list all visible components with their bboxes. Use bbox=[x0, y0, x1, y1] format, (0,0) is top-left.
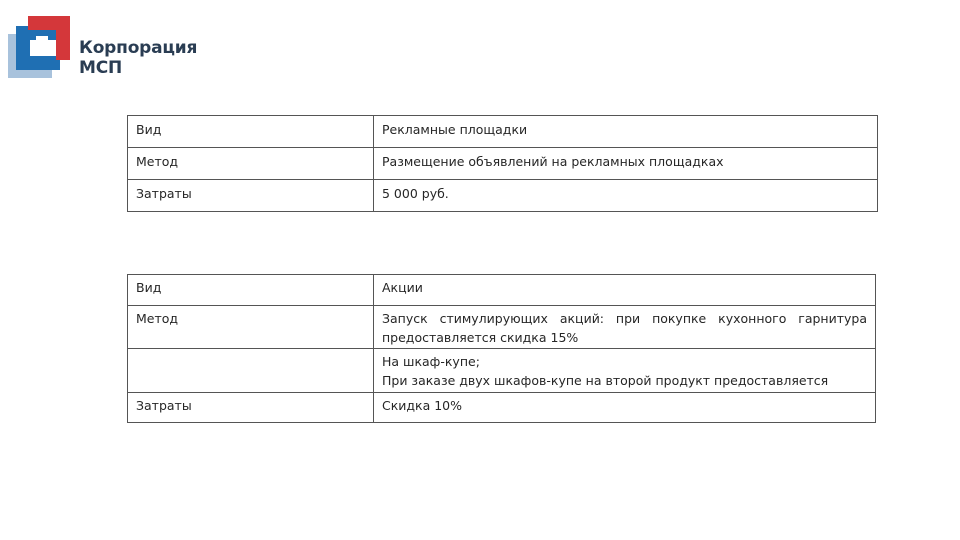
row-label: Метод bbox=[128, 148, 374, 180]
row-value: Акции bbox=[374, 275, 876, 306]
row-value: 5 000 руб. bbox=[374, 180, 878, 212]
row-value: Рекламные площадки bbox=[374, 116, 878, 148]
advertising-table bbox=[127, 115, 878, 212]
row-label: Затраты bbox=[128, 393, 374, 423]
row-label: Затраты bbox=[128, 180, 374, 212]
row-label: Метод bbox=[128, 306, 374, 349]
row-value: Запуск стимулирующих акций: при покупке кухонного гарнитура предоставляется скидка 15% bbox=[374, 306, 876, 349]
promotions-table bbox=[127, 274, 876, 423]
logo-mark-icon bbox=[8, 14, 74, 80]
row-label: Вид bbox=[128, 116, 374, 148]
row-value-line-1: На шкаф-купе; bbox=[382, 354, 480, 369]
row-value-line-2: При заказе двух шкафов-купе на второй продукт предоставляется bbox=[382, 373, 829, 388]
row-label bbox=[128, 349, 374, 393]
logo-text bbox=[79, 38, 197, 78]
table-row bbox=[128, 306, 876, 349]
table-row bbox=[128, 116, 878, 148]
row-label: Вид bbox=[128, 275, 374, 306]
row-value: Скидка 10% bbox=[374, 393, 876, 423]
logo-inner-gap bbox=[36, 36, 48, 50]
table-row bbox=[128, 180, 878, 212]
logo-line-1: Корпорация bbox=[79, 38, 198, 58]
table-row bbox=[128, 393, 876, 423]
table-row bbox=[128, 349, 876, 393]
corporation-logo bbox=[8, 14, 198, 80]
table-row bbox=[128, 148, 878, 180]
table-row bbox=[128, 275, 876, 306]
logo-line-2: МСП bbox=[79, 58, 123, 78]
row-value: Размещение объявлений на рекламных площадках bbox=[374, 148, 878, 180]
row-value bbox=[374, 349, 876, 393]
